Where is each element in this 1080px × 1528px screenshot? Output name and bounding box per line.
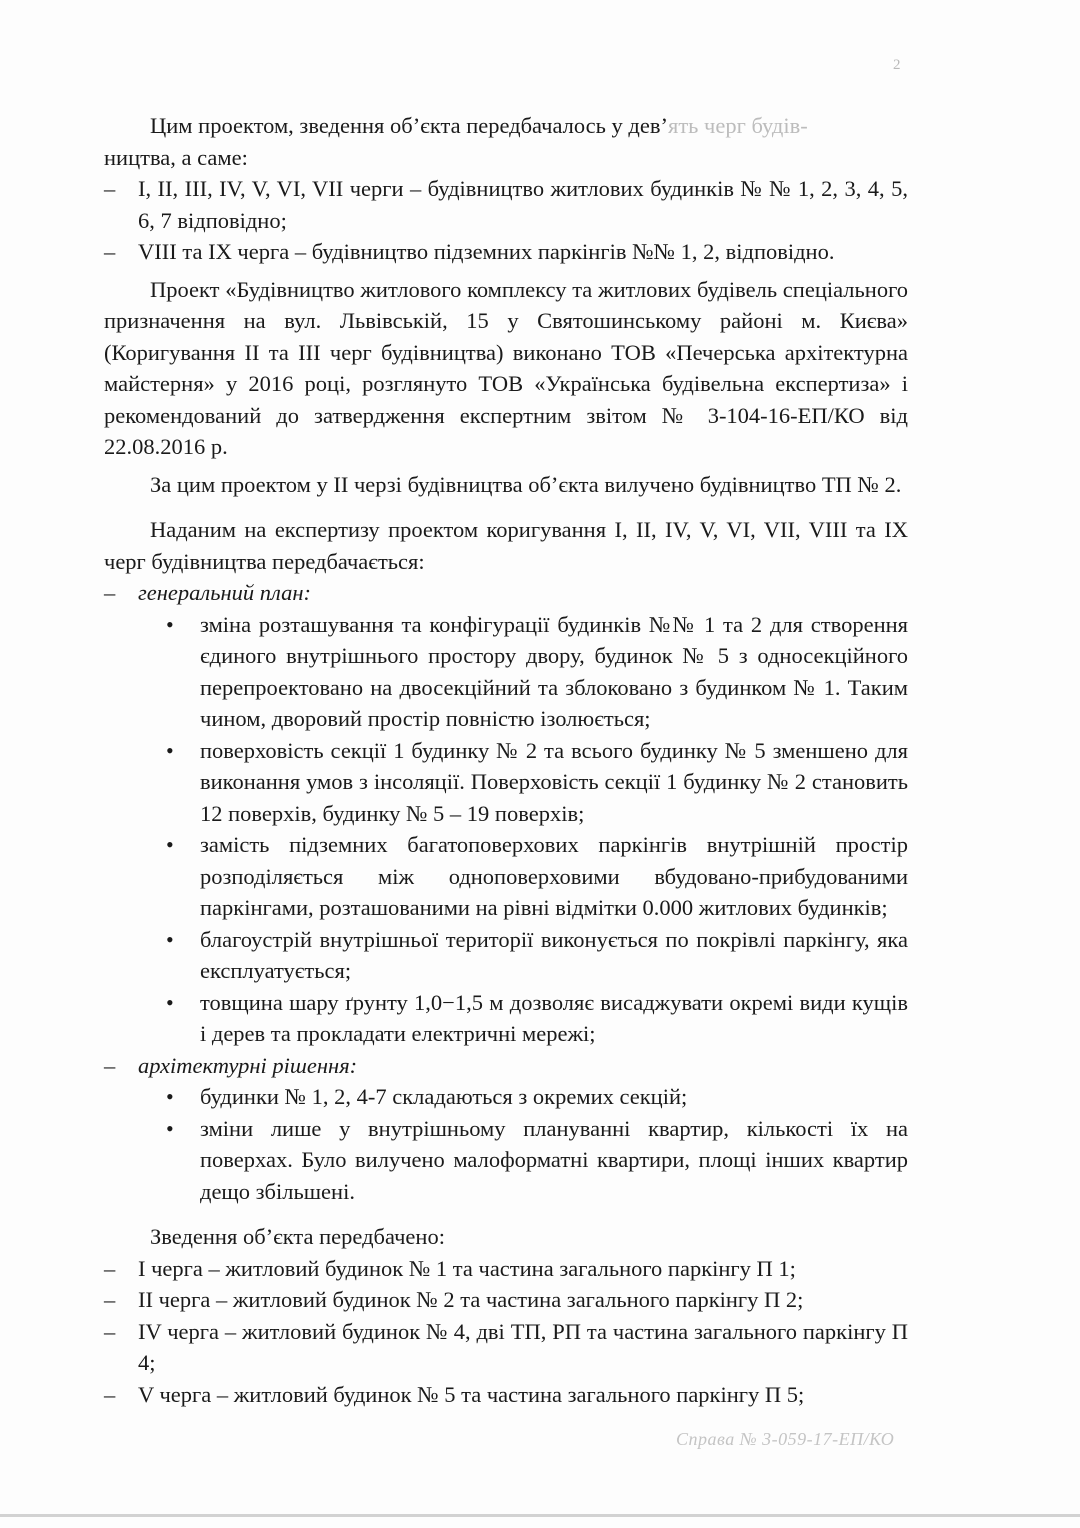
removed-paragraph: За цим проектом у II черзі будівництва об’єкта вилучено будівництво ТП № 2.: [150, 471, 902, 497]
list-item: • зміна розташування та конфігурації будинків №№ 1 та 2 для створення єдиного внутрішнього простору двору, будинок № 5 з односекційного перепроектовано на двосекційний та зблоковано з будинком № 1. Таким чином, дворовий простір повністю ізолюється;: [166, 609, 908, 735]
project-paragraph: Проект «Будівництво житлового комплексу та житлових будівель спеціального призначення на вул. Львівській, 15 у Святошинському районі м. Києва» (Коригування II та III черг будівництва) виконано ТОВ «Печерська архітектурна майстерня» у 2016 році, розглянуто ТОВ «Українська будівельна експертиза» і рекомендований до затвердження експертним звітом № 3-104-16-ЕП/КО від 22.08.2016 р.: [104, 276, 908, 459]
list-item: • благоустрій внутрішньої території виконується по покрівлі паркінгу, яка експлуатується;: [166, 924, 908, 987]
intro-text: Цим проектом, зведення об’єкта передбачалось у дев’: [150, 113, 668, 138]
list-item: • товщина шару ґрунту 1,0−1,5 м дозволяє висаджувати окремі види кущів і дерев та прокладати електричні мережі;: [166, 987, 908, 1050]
construction-list: [104, 1253, 908, 1411]
page-number: 2: [893, 57, 901, 73]
list-item: • поверховість секції 1 будинку № 2 та всього будинку № 5 зменшено для виконання умов з інсоляції. Поверховість секції 1 будинку № 2 становить 12 поверхів, будинку № 5 – 19 поверхів;: [166, 735, 908, 830]
list-item: • замість підземних багатоповерхових паркінгів внутрішній простір розподіляється між одноповерховими вбудовано-прибудованими паркінгами, розташованими на рівні відмітки 0.000 житлових будинків;: [166, 829, 908, 924]
general-plan-heading: – генеральний план:: [104, 577, 908, 609]
construction-heading: Зведення об’єкта передбачено:: [150, 1224, 445, 1249]
intro-faded-text: ять черг будів-: [667, 113, 808, 138]
case-number-stamp: Справа № 3-059-17-ЕП/КО: [676, 1429, 895, 1449]
list-item: – V черга – житловий будинок № 5 та частина загального паркінгу П 5;: [104, 1379, 908, 1411]
scan-edge-divider: [0, 1514, 1080, 1517]
architecture-list: [104, 1081, 908, 1207]
list-item: – II черга – житловий будинок № 2 та частина загального паркінгу П 2;: [104, 1284, 908, 1316]
list-item: – I черга – житловий будинок № 1 та частина загального паркінгу П 1;: [104, 1253, 908, 1285]
list-item: • зміни лише у внутрішньому плануванні квартир, кількості їх на поверхах. Було вилучено малоформатні квартири, площі інших квартир дещо збільшені.: [166, 1113, 908, 1208]
general-plan-section: [104, 577, 908, 609]
list-item: • будинки № 1, 2, 4-7 складаються з окремих секцій;: [166, 1081, 908, 1113]
original-queues-list: [104, 173, 908, 268]
intro-paragraph: [104, 110, 908, 173]
architecture-section: [104, 1050, 908, 1082]
correction-paragraph: Наданим на експертизу проектом коригування I, II, IV, V, VI, VII, VIII та IX черг будівництва передбачається:: [104, 517, 908, 574]
list-item: – I, II, III, IV, V, VI, VII черги – будівництво житлових будинків № № 1, 2, 3, 4, 5, 6, 7 відповідно;: [104, 173, 908, 236]
list-item: – VIII та IX черга – будівництво підземних паркінгів №№ 1, 2, відповідно.: [104, 236, 908, 268]
general-plan-list: [104, 609, 908, 1050]
document-body: [104, 110, 908, 1410]
list-item: – IV черга – житловий будинок № 4, дві ТП, РП та частина загального паркінгу П 4;: [104, 1316, 908, 1379]
intro-continuation: ництва, а саме:: [104, 144, 248, 170]
architecture-heading: – архітектурні рішення:: [104, 1050, 908, 1082]
